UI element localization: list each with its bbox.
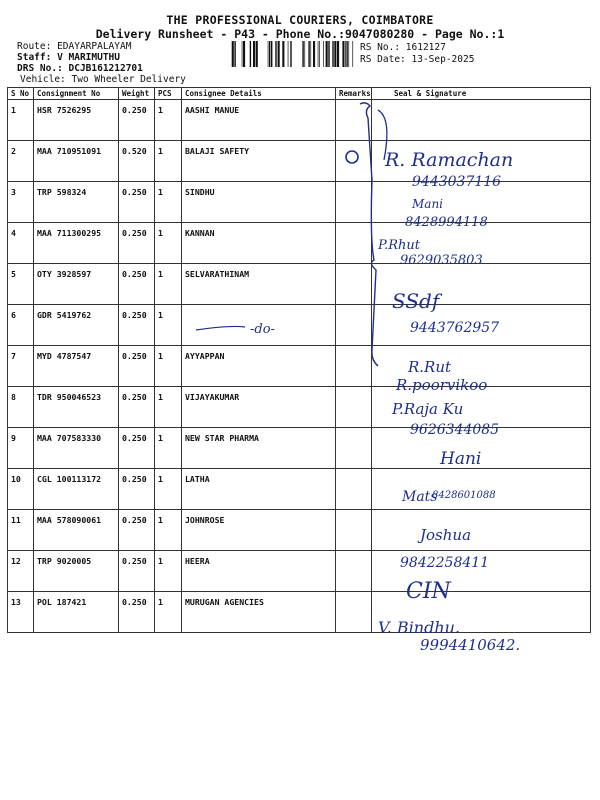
consignment-cell — [34, 100, 119, 141]
table-row — [8, 428, 591, 469]
signature-cell — [372, 305, 591, 346]
consignee-cell-text: NEW STAR PHARMA — [185, 433, 259, 443]
barcode-bar — [234, 41, 235, 67]
sno-cell — [8, 592, 34, 633]
table-row — [8, 141, 591, 182]
consignment-cell-text: POL 187421 — [37, 597, 87, 607]
consignment-cell-text: TRP 9020005 — [37, 556, 92, 566]
consignee-cell-text: SINDHU — [185, 187, 215, 197]
weight-cell — [119, 592, 155, 633]
barcode-bar — [232, 41, 234, 67]
weight-cell-text: 0.250 — [122, 187, 147, 197]
barcode-bar — [253, 41, 255, 67]
consignee-cell-text: AYYAPPAN — [185, 351, 225, 361]
weight-cell — [119, 469, 155, 510]
sig12-name: CIN — [406, 579, 451, 604]
pcs-cell-text: 1 — [158, 310, 163, 320]
pcs-cell — [155, 428, 182, 469]
sno-cell-text: 8 — [11, 392, 16, 402]
remarks-cell — [336, 469, 372, 510]
sno-cell-text: 2 — [11, 146, 16, 156]
barcode-bar — [313, 41, 315, 67]
barcode-bar — [318, 41, 319, 67]
pcs-cell — [155, 592, 182, 633]
remarks-cell — [336, 551, 372, 592]
barcode-bar — [332, 41, 333, 67]
signature-cell — [372, 510, 591, 551]
sno-cell-text: 6 — [11, 310, 16, 320]
barcode-bar — [242, 41, 243, 67]
row6-name-ink: -do- — [250, 322, 275, 337]
barcode-bar — [334, 41, 336, 67]
consignment-cell — [34, 223, 119, 264]
sno-cell-text: 1 — [11, 105, 16, 115]
consignee-cell-text: SELVARATHINAM — [185, 269, 250, 279]
sig11-name: Joshua — [420, 526, 472, 544]
consignee-cell — [182, 551, 336, 592]
barcode-bar — [308, 41, 309, 67]
col-consignee: Consignee Details — [182, 88, 336, 100]
consignee-cell — [182, 428, 336, 469]
table-row — [8, 182, 591, 223]
barcode-bar — [346, 41, 347, 67]
sig10-name: Mats — [402, 489, 438, 505]
sig11-phone: 9842258411 — [400, 555, 490, 571]
barcode-bar — [323, 41, 324, 67]
weight-cell-text: 0.250 — [122, 474, 147, 484]
sno-cell-text: 10 — [11, 474, 21, 484]
pcs-cell — [155, 305, 182, 346]
pcs-cell — [155, 387, 182, 428]
table-row — [8, 469, 591, 510]
barcode-bar — [352, 41, 353, 67]
weight-cell-text: 0.520 — [122, 146, 147, 156]
table-row — [8, 592, 591, 633]
barcode-bar — [304, 41, 305, 67]
consignment-cell-text: MAA 711300295 — [37, 228, 102, 238]
sig7-line2: R.poorvikoo — [396, 376, 488, 394]
sno-cell — [8, 346, 34, 387]
barcode-bar — [345, 41, 346, 67]
pcs-cell-text: 1 — [158, 269, 163, 279]
consignment-cell-text: MYD 4787547 — [37, 351, 92, 361]
barcode-image — [229, 41, 357, 67]
signature-cell — [372, 141, 591, 182]
consignment-cell — [34, 428, 119, 469]
barcode-bar — [337, 41, 339, 67]
consignee-cell-text — [182, 305, 335, 310]
barcode-bar — [326, 41, 328, 67]
barcode-bar — [276, 41, 277, 67]
sno-cell-text: 5 — [11, 269, 16, 279]
sig4-phone: 9629035803 — [400, 253, 483, 268]
remarks-cell — [336, 223, 372, 264]
pcs-cell-text: 1 — [158, 351, 163, 361]
pcs-cell — [155, 510, 182, 551]
pcs-cell-text: 1 — [158, 146, 163, 156]
consignment-cell — [34, 264, 119, 305]
sno-cell — [8, 223, 34, 264]
pcs-cell — [155, 100, 182, 141]
consignee-cell-text: JOHNROSE — [185, 515, 225, 525]
sno-cell-text: 3 — [11, 187, 16, 197]
consignment-cell — [34, 141, 119, 182]
weight-cell — [119, 428, 155, 469]
sig6-name: SSdf — [392, 289, 440, 313]
pcs-cell — [155, 346, 182, 387]
consignment-cell-text: TRP 598324 — [37, 187, 87, 197]
consignment-cell — [34, 592, 119, 633]
route-line: Route: EDAYARPALAYAM — [17, 41, 132, 52]
barcode-bar — [278, 41, 280, 67]
sig7-name: R.Rut — [408, 358, 452, 376]
consignment-cell — [34, 551, 119, 592]
sno-cell-text: 11 — [11, 515, 21, 525]
pcs-cell-text: 1 — [158, 556, 163, 566]
weight-cell — [119, 510, 155, 551]
col-weight: Weight — [119, 88, 155, 100]
pcs-cell — [155, 141, 182, 182]
consignee-cell — [182, 387, 336, 428]
barcode-bar — [290, 41, 291, 67]
signature-cell — [372, 264, 591, 305]
weight-cell — [119, 223, 155, 264]
staff-line: Staff: V MARIMUTHU — [17, 52, 120, 63]
rs-date-line: RS Date: 13-Sep-2025 — [360, 54, 475, 65]
pcs-cell — [155, 469, 182, 510]
signature-cell — [372, 428, 591, 469]
consignee-cell — [182, 469, 336, 510]
consignee-cell — [182, 510, 336, 551]
col-sno: S No — [8, 88, 34, 100]
weight-cell-text: 0.250 — [122, 351, 147, 361]
consignment-cell — [34, 305, 119, 346]
weight-cell-text: 0.250 — [122, 556, 147, 566]
barcode-bar — [310, 41, 311, 67]
pcs-cell-text: 1 — [158, 474, 163, 484]
table-row — [8, 551, 591, 592]
barcode-bar — [288, 41, 289, 67]
sno-cell — [8, 141, 34, 182]
consignee-cell-text: BALAJI SAFETY — [185, 146, 250, 156]
consignment-cell — [34, 469, 119, 510]
consignee-cell-text: MURUGAN AGENCIES — [185, 597, 264, 607]
sig4-name: P.Rhut — [378, 238, 421, 253]
consignment-cell — [34, 346, 119, 387]
table-row — [8, 223, 591, 264]
weight-cell-text: 0.250 — [122, 269, 147, 279]
consignment-cell-text: GDR 5419762 — [37, 310, 92, 320]
sno-cell — [8, 264, 34, 305]
runsheet-title: Delivery Runsheet - P43 - Phone No.:9047080280 - Page No.:1 — [95, 27, 505, 41]
consignee-cell — [182, 264, 336, 305]
barcode-bar — [243, 41, 245, 67]
sno-cell — [8, 387, 34, 428]
weight-cell-text: 0.250 — [122, 597, 147, 607]
table-row — [8, 510, 591, 551]
remarks-cell — [336, 428, 372, 469]
signature-cell — [372, 469, 591, 510]
consignee-cell — [182, 141, 336, 182]
consignee-cell — [182, 223, 336, 264]
sno-cell-text: 7 — [11, 351, 16, 361]
consignment-cell-text: MAA 710951091 — [37, 146, 102, 156]
consignment-cell-text: HSR 7526295 — [37, 105, 92, 115]
weight-cell — [119, 305, 155, 346]
weight-cell-text: 0.250 — [122, 433, 147, 443]
weight-cell — [119, 141, 155, 182]
table-row — [8, 387, 591, 428]
barcode-bar — [256, 41, 258, 67]
col-remarks: Remarks — [336, 88, 372, 100]
table-row — [8, 264, 591, 305]
remarks-cell — [336, 100, 372, 141]
signature-cell — [372, 592, 591, 633]
consignee-cell — [182, 346, 336, 387]
weight-cell-text: 0.250 — [122, 392, 147, 402]
consignee-cell — [182, 182, 336, 223]
company-name: THE PROFESSIONAL COURIERS, COIMBATORE — [166, 13, 434, 27]
remarks-cell — [336, 182, 372, 223]
remarks-cell — [336, 264, 372, 305]
sno-cell — [8, 510, 34, 551]
weight-cell-text: 0.250 — [122, 228, 147, 238]
consignee-cell — [182, 592, 336, 633]
sno-cell — [8, 551, 34, 592]
barcode-bar — [342, 41, 344, 67]
pcs-cell — [155, 223, 182, 264]
barcode-bar — [275, 41, 276, 67]
consignee-cell — [182, 100, 336, 141]
weight-cell — [119, 387, 155, 428]
remarks-cell — [336, 305, 372, 346]
pcs-cell-text: 1 — [158, 433, 163, 443]
consignment-cell — [34, 182, 119, 223]
weight-cell-text: 0.250 — [122, 515, 147, 525]
col-signature: Seal & Signature — [372, 88, 591, 100]
sno-cell-text: 13 — [11, 597, 21, 607]
sno-cell — [8, 428, 34, 469]
table-row — [8, 346, 591, 387]
consignment-cell-text: MAA 578090061 — [37, 515, 102, 525]
pcs-cell — [155, 551, 182, 592]
rs-no-line: RS No.: 1612127 — [360, 42, 446, 53]
signature-cell — [372, 182, 591, 223]
sig13-phone: 9994410642. — [420, 636, 521, 654]
consignment-cell-text: MAA 707583330 — [37, 433, 102, 443]
signature-cell — [372, 387, 591, 428]
sig3-name: Mani — [412, 197, 444, 211]
consignee-cell — [182, 305, 336, 346]
signature-cell — [372, 100, 591, 141]
remarks-cell — [336, 387, 372, 428]
sig8-name: P.Raja Ku — [392, 400, 464, 418]
pcs-cell-text: 1 — [158, 597, 163, 607]
barcode-bar — [268, 41, 269, 67]
pcs-cell-text: 1 — [158, 392, 163, 402]
barcode-bar — [319, 41, 320, 67]
drs-line: DRS No.: DCJB161212701 — [17, 63, 143, 74]
weight-cell — [119, 264, 155, 305]
sig10-phone: 8428601088 — [432, 490, 496, 501]
sig8-phone: 9626344085 — [410, 422, 500, 438]
sig13-name: V. Bindhu. — [378, 618, 461, 637]
vehicle-line: Vehicle: Two Wheeler Delivery — [20, 74, 186, 85]
table-row — [8, 305, 591, 346]
sno-cell — [8, 100, 34, 141]
consignee-cell-text: KANNAN — [185, 228, 215, 238]
sno-cell — [8, 305, 34, 346]
pcs-cell — [155, 182, 182, 223]
remarks-cell — [336, 141, 372, 182]
barcode-bar — [271, 41, 272, 67]
consignment-cell-text: CGL 100113172 — [37, 474, 102, 484]
weight-cell — [119, 182, 155, 223]
weight-cell — [119, 346, 155, 387]
barcode-bar — [328, 41, 329, 67]
barcode-bar — [282, 41, 284, 67]
sno-cell-text: 9 — [11, 433, 16, 443]
signature-cell — [372, 551, 591, 592]
sno-cell-text: 12 — [11, 556, 21, 566]
sig2-name: R. Ramachan — [385, 149, 514, 171]
pcs-cell-text: 1 — [158, 515, 163, 525]
consignee-cell-text: VIJAYAKUMAR — [185, 392, 240, 402]
sig2-phone: 9443037116 — [412, 174, 502, 190]
pcs-cell-text: 1 — [158, 105, 163, 115]
weight-cell-text: 0.250 — [122, 105, 147, 115]
remarks-cell — [336, 592, 372, 633]
barcode-bar — [348, 41, 349, 67]
signature-cell — [372, 346, 591, 387]
remarks-cell — [336, 510, 372, 551]
barcode-bar — [250, 41, 251, 67]
col-pcs: PCS — [155, 88, 182, 100]
pcs-cell — [155, 264, 182, 305]
pcs-cell-text: 1 — [158, 187, 163, 197]
consignment-cell-text: TDR 950046523 — [37, 392, 102, 402]
weight-cell — [119, 551, 155, 592]
sno-cell — [8, 182, 34, 223]
sno-cell-text: 4 — [11, 228, 16, 238]
consignment-cell-text: OTY 3928597 — [37, 269, 92, 279]
remarks-cell — [336, 346, 372, 387]
consignment-cell — [34, 387, 119, 428]
table-row — [8, 100, 591, 141]
sig6-phone: 9443762957 — [410, 320, 500, 336]
consignment-cell — [34, 510, 119, 551]
col-consignment: Consignment No — [34, 88, 119, 100]
signature-cell — [372, 223, 591, 264]
pcs-cell-text: 1 — [158, 228, 163, 238]
consignee-cell-text: HEERA — [185, 556, 210, 566]
barcode-bar — [302, 41, 303, 67]
sig3-phone: 8428994118 — [405, 215, 488, 230]
weight-cell — [119, 100, 155, 141]
sno-cell — [8, 469, 34, 510]
table-header-row — [8, 88, 591, 100]
consignee-cell-text: AASHI MANUE — [185, 105, 240, 115]
weight-cell-text: 0.250 — [122, 310, 147, 320]
sig9-name: Hani — [440, 449, 482, 469]
runsheet-table — [7, 87, 591, 633]
consignee-cell-text: LATHA — [185, 474, 210, 484]
barcode-bar — [269, 41, 270, 67]
